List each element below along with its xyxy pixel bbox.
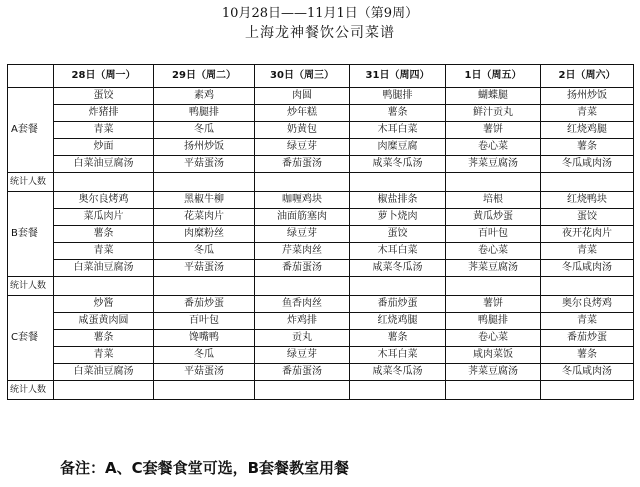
dish-cell: 卷心菜 xyxy=(446,243,541,260)
dish-cell: 番茄蛋汤 xyxy=(255,156,350,173)
dish-cell: 冬瓜咸肉汤 xyxy=(541,156,634,173)
dish-cell: 扬州炒饭 xyxy=(541,88,634,105)
menu-row xyxy=(8,209,634,226)
dish-cell: 卷心菜 xyxy=(446,139,541,156)
count-cell[interactable] xyxy=(255,277,350,296)
count-cell[interactable] xyxy=(350,173,446,192)
menu-row xyxy=(8,105,634,122)
dish-cell: 咸蛋黄肉圆 xyxy=(54,313,154,330)
dish-cell: 奥尔良烤鸡 xyxy=(54,192,154,209)
menu-table xyxy=(7,64,634,400)
dish-cell: 番茄炒蛋 xyxy=(541,330,634,347)
dish-cell: 平菇蛋汤 xyxy=(154,156,255,173)
dish-cell: 薯条 xyxy=(350,105,446,122)
dish-cell: 冬瓜 xyxy=(154,347,255,364)
dish-cell: 鸭腿排 xyxy=(350,88,446,105)
count-cell[interactable] xyxy=(446,173,541,192)
count-cell[interactable] xyxy=(350,277,446,296)
dish-cell: 木耳白菜 xyxy=(350,243,446,260)
dish-cell: 卷心菜 xyxy=(446,330,541,347)
dish-cell: 黄瓜炒蛋 xyxy=(446,209,541,226)
count-cell[interactable] xyxy=(54,277,154,296)
dish-cell: 黑椒牛柳 xyxy=(154,192,255,209)
dish-cell: 咸肉菜饭 xyxy=(446,347,541,364)
dish-cell: 薯条 xyxy=(350,330,446,347)
dish-cell: 炒面 xyxy=(54,139,154,156)
dish-cell: 鸭腿排 xyxy=(446,313,541,330)
day-header: 2日（周六） xyxy=(541,65,634,88)
dish-cell: 萝卜烧肉 xyxy=(350,209,446,226)
dish-cell: 肉圆 xyxy=(255,88,350,105)
dish-cell: 咸菜冬瓜汤 xyxy=(350,156,446,173)
dish-cell: 炸鸡排 xyxy=(255,313,350,330)
dish-cell: 薯条 xyxy=(54,226,154,243)
menu-title: 上海龙神餐饮公司菜谱 xyxy=(245,25,395,41)
dish-cell: 花菜肉片 xyxy=(154,209,255,226)
dish-cell: 鲜汁贡丸 xyxy=(446,105,541,122)
menu-row xyxy=(8,122,634,139)
dish-cell: 椒盐排条 xyxy=(350,192,446,209)
count-row xyxy=(8,277,634,296)
dish-cell: 咖喱鸡块 xyxy=(255,192,350,209)
dish-cell: 绿豆芽 xyxy=(255,139,350,156)
dish-cell: 荠菜豆腐汤 xyxy=(446,260,541,277)
set-name: C套餐 xyxy=(8,296,54,381)
count-label: 统计人数 xyxy=(8,381,54,400)
day-header: 1日（周五） xyxy=(446,65,541,88)
dish-cell: 青菜 xyxy=(541,243,634,260)
count-row xyxy=(8,173,634,192)
set-name: B套餐 xyxy=(8,192,54,277)
dish-cell: 蛋饺 xyxy=(54,88,154,105)
menu-row xyxy=(8,226,634,243)
dish-cell: 白菜油豆腐汤 xyxy=(54,364,154,381)
menu-row xyxy=(8,364,634,381)
dish-cell: 红烧鸭块 xyxy=(541,192,634,209)
set-name: A套餐 xyxy=(8,88,54,173)
dish-cell: 薯条 xyxy=(54,330,154,347)
dish-cell: 木耳白菜 xyxy=(350,347,446,364)
dish-cell: 冬瓜 xyxy=(154,243,255,260)
dish-cell: 绿豆芽 xyxy=(255,347,350,364)
dish-cell: 冬瓜咸肉汤 xyxy=(541,260,634,277)
dish-cell: 鸭腿排 xyxy=(154,105,255,122)
dish-cell: 咸菜冬瓜汤 xyxy=(350,364,446,381)
dish-cell: 平菇蛋汤 xyxy=(154,260,255,277)
dish-cell: 肉糜粉丝 xyxy=(154,226,255,243)
dish-cell: 绿豆芽 xyxy=(255,226,350,243)
count-cell[interactable] xyxy=(541,277,634,296)
count-label: 统计人数 xyxy=(8,277,54,296)
dish-cell: 红烧鸡腿 xyxy=(541,122,634,139)
count-cell[interactable] xyxy=(446,277,541,296)
dish-cell: 荠菜豆腐汤 xyxy=(446,364,541,381)
dish-cell: 白菜油豆腐汤 xyxy=(54,260,154,277)
dish-cell: 馋嘴鸭 xyxy=(154,330,255,347)
dish-cell: 冬瓜 xyxy=(154,122,255,139)
dish-cell: 青菜 xyxy=(54,122,154,139)
dish-cell: 青菜 xyxy=(54,243,154,260)
day-header: 28日（周一） xyxy=(54,65,154,88)
dish-cell: 番茄蛋汤 xyxy=(255,364,350,381)
header-row xyxy=(8,65,634,88)
dish-cell: 青菜 xyxy=(541,105,634,122)
dish-cell: 油面筋塞肉 xyxy=(255,209,350,226)
dish-cell: 番茄炒蛋 xyxy=(154,296,255,313)
menu-row xyxy=(8,330,634,347)
corner-cell xyxy=(8,65,54,88)
dish-cell: 薯饼 xyxy=(446,122,541,139)
menu-row xyxy=(8,88,634,105)
dish-cell: 炒酱 xyxy=(54,296,154,313)
dish-cell: 蛋饺 xyxy=(350,226,446,243)
count-cell[interactable] xyxy=(154,381,255,400)
day-header: 30日（周三） xyxy=(255,65,350,88)
dish-cell: 木耳白菜 xyxy=(350,122,446,139)
count-label: 统计人数 xyxy=(8,173,54,192)
count-cell[interactable] xyxy=(541,173,634,192)
dish-cell: 咸菜冬瓜汤 xyxy=(350,260,446,277)
count-cell[interactable] xyxy=(154,277,255,296)
dish-cell: 薯饼 xyxy=(446,296,541,313)
count-cell[interactable] xyxy=(350,381,446,400)
dish-cell: 平菇蛋汤 xyxy=(154,364,255,381)
count-cell[interactable] xyxy=(54,173,154,192)
count-cell[interactable] xyxy=(255,173,350,192)
dish-cell: 荠菜豆腐汤 xyxy=(446,156,541,173)
week-range-line: 10月28日——11月1日（第9周） xyxy=(221,6,419,21)
dish-cell: 蝴蝶腿 xyxy=(446,88,541,105)
dish-cell: 薯条 xyxy=(541,139,634,156)
dish-cell: 肉糜豆腐 xyxy=(350,139,446,156)
menu-row xyxy=(8,156,634,173)
dish-cell: 番茄蛋汤 xyxy=(255,260,350,277)
menu-row xyxy=(8,260,634,277)
day-header: 29日（周二） xyxy=(154,65,255,88)
dish-cell: 鱼香肉丝 xyxy=(255,296,350,313)
dish-cell: 夜开花肉片 xyxy=(541,226,634,243)
dish-cell: 薯条 xyxy=(541,347,634,364)
dish-cell: 炸猪排 xyxy=(54,105,154,122)
menu-body xyxy=(8,88,634,400)
menu-row xyxy=(8,296,634,313)
dish-cell: 百叶包 xyxy=(446,226,541,243)
count-cell[interactable] xyxy=(446,381,541,400)
dish-cell: 番茄炒蛋 xyxy=(350,296,446,313)
dish-cell: 百叶包 xyxy=(154,313,255,330)
menu-row xyxy=(8,313,634,330)
menu-row xyxy=(8,139,634,156)
count-cell[interactable] xyxy=(255,381,350,400)
dish-cell: 奥尔良烤鸡 xyxy=(541,296,634,313)
dish-cell: 扬州炒饭 xyxy=(154,139,255,156)
dish-cell: 贡丸 xyxy=(255,330,350,347)
dish-cell: 奶黄包 xyxy=(255,122,350,139)
dish-cell: 炒年糕 xyxy=(255,105,350,122)
dish-cell: 红烧鸡腿 xyxy=(350,313,446,330)
menu-row xyxy=(8,347,634,364)
menu-row xyxy=(8,192,634,209)
footer-note: 备注：A、C套餐食堂可选，B套餐教室用餐 xyxy=(60,459,350,477)
count-cell[interactable] xyxy=(54,381,154,400)
dish-cell: 蛋饺 xyxy=(541,209,634,226)
count-cell[interactable] xyxy=(154,173,255,192)
count-row xyxy=(8,381,634,400)
dish-cell: 素鸡 xyxy=(154,88,255,105)
dish-cell: 白菜油豆腐汤 xyxy=(54,156,154,173)
dish-cell: 冬瓜咸肉汤 xyxy=(541,364,634,381)
dish-cell: 青菜 xyxy=(541,313,634,330)
menu-row xyxy=(8,243,634,260)
dish-cell: 菜瓜肉片 xyxy=(54,209,154,226)
dish-cell: 培根 xyxy=(446,192,541,209)
dish-cell: 青菜 xyxy=(54,347,154,364)
dish-cell: 芹菜肉丝 xyxy=(255,243,350,260)
day-header: 31日（周四） xyxy=(350,65,446,88)
count-cell[interactable] xyxy=(541,381,634,400)
